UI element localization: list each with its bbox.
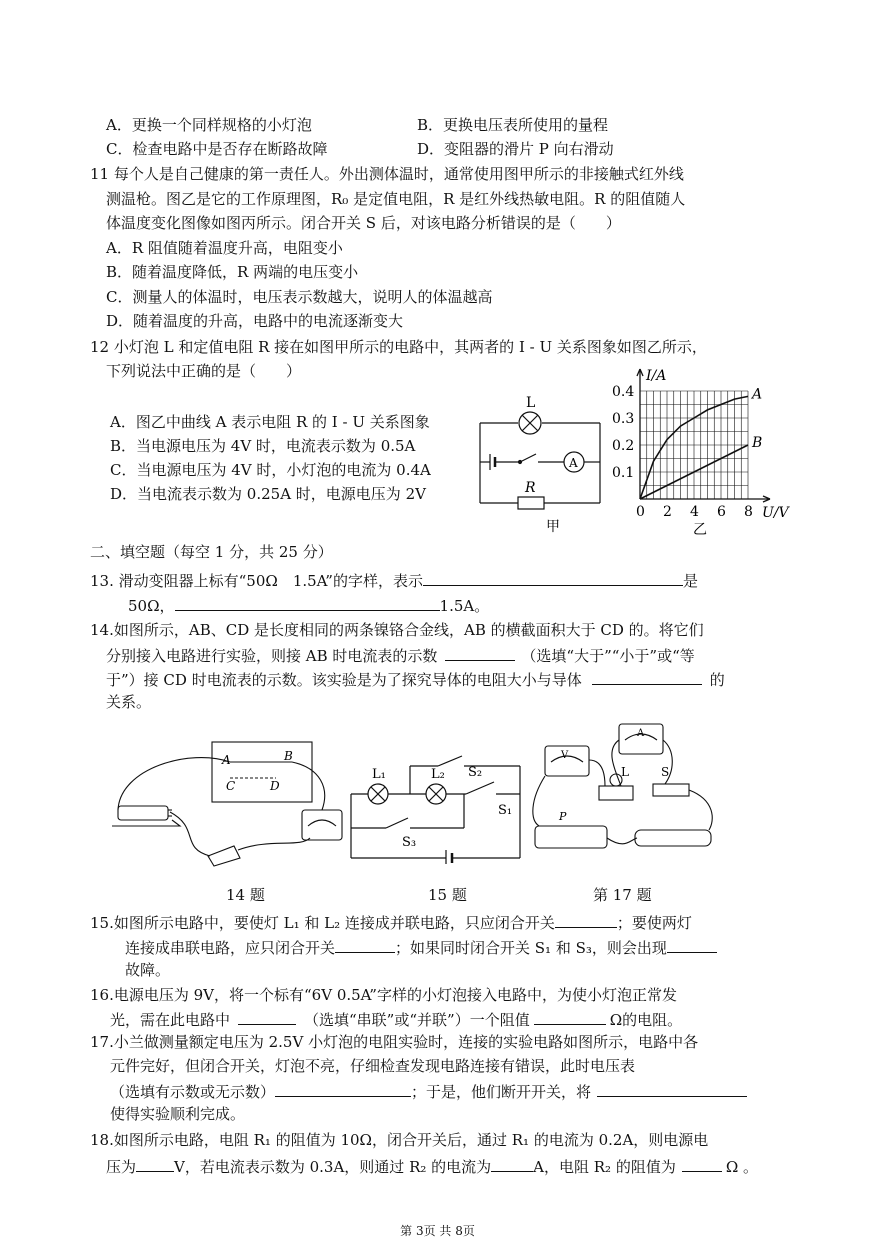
label-s1: S₁ <box>498 803 513 818</box>
q13-text-a: 13. 滑动变阻器上标有“50Ω 1.5A”的字样，表示 <box>90 572 423 590</box>
q10-option-a: A．更换一个同样规格的小灯泡 <box>106 116 312 134</box>
y-tick-label: 0.3 <box>612 411 635 427</box>
q10-option-c: C．检查电路中是否存在断路故障 <box>106 140 328 158</box>
q14-line4: 关系。 <box>106 693 152 711</box>
q15-line2 <box>125 936 717 958</box>
section-fill-in-title: 二、填空题（每空 1 分，共 25 分） <box>90 543 333 561</box>
lamp-label: L <box>621 765 629 779</box>
q12-option-b: B．当电源电压为 4V 时，电流表示数为 0.5A <box>110 437 416 455</box>
q18-text-c: A，电阻 R₂ 的阻值为 <box>533 1158 676 1176</box>
x-tick-label: 4 <box>690 504 699 520</box>
label-l2: L₂ <box>431 767 445 782</box>
q15-line3: 故障。 <box>125 961 171 979</box>
q16-blank-1[interactable] <box>238 1008 296 1025</box>
q15-blank-3[interactable] <box>667 936 717 953</box>
q11-option-b: B．随着温度降低，R 两端的电压变小 <box>106 263 359 281</box>
wire-board-frame <box>212 742 312 802</box>
q10-option-d: D．变阻器的滑片 P 向右滑动 <box>417 140 614 158</box>
q18-blank-2[interactable] <box>491 1155 533 1172</box>
q16-line2 <box>110 1008 682 1030</box>
q11-stem-line3: 体温度变化图像如图丙所示。闭合开关 S 后，对该电路分析错误的是（ ） <box>106 214 621 232</box>
q12-option-c: C．当电源电压为 4V 时，小灯泡的电流为 0.4A <box>110 461 431 479</box>
caption-q17: 第 17 题 <box>593 886 652 904</box>
figure-jia-caption: 甲 <box>546 519 560 535</box>
q12-option-a: A．图乙中曲线 A 表示电阻 R 的 I - U 关系图象 <box>110 413 430 431</box>
q17-experiment-figure <box>525 720 725 870</box>
q16-text-c: Ω的电阻。 <box>609 1011 683 1029</box>
q18-blank-3[interactable] <box>682 1155 722 1172</box>
resistor-icon <box>518 497 544 509</box>
lamp-holder-icon <box>599 786 633 800</box>
q15-line1 <box>90 911 692 933</box>
wire-label-a: A <box>222 753 231 767</box>
series-label-B: B <box>752 435 763 451</box>
y-tick-label: 0.1 <box>612 465 635 481</box>
wire-label-b: B <box>284 749 293 763</box>
q16-text-a: 光，需在此电路中 <box>110 1011 231 1029</box>
caption-q15: 15 题 <box>428 886 467 904</box>
q11-option-c: C．测量人的体温时，电压表示数越大，说明人的体温越高 <box>106 288 493 306</box>
q15-blank-2[interactable] <box>335 936 395 953</box>
q10-option-b: B．更换电压表所使用的量程 <box>417 116 609 134</box>
q14-line2 <box>106 644 695 666</box>
switch-s2-icon <box>438 756 462 766</box>
q18-line2 <box>106 1155 758 1177</box>
q17-line3 <box>110 1080 747 1102</box>
q11-option-d: D．随着温度的升高，电路中的电流逐渐变大 <box>106 312 404 330</box>
x-axis-label: U/V <box>762 505 789 521</box>
q17-blank-2[interactable] <box>597 1080 747 1097</box>
q14-experiment-figure <box>110 738 350 878</box>
q14-text-b: （选填“大于”“小于”或“等 <box>521 647 695 665</box>
switch-s3-icon <box>386 818 408 828</box>
y-tick-label: 0.2 <box>612 438 635 454</box>
q13-blank-1[interactable] <box>423 569 683 586</box>
x-tick-label: 8 <box>744 504 753 520</box>
q14-text-d: 的 <box>709 671 725 689</box>
q13-text-b: 是 <box>682 572 698 590</box>
q17-line1: 17.小兰做测量额定电压为 2.5V 小灯泡的电阻实验时，连接的实验电路如图所示，电路中各 <box>90 1033 699 1051</box>
q14-line1: 14.如图所示，AB、CD 是长度相同的两条镍铬合金线，AB 的横截面积大于 CD 的。将它们 <box>90 621 704 639</box>
label-l1: L₁ <box>372 767 386 782</box>
switch-label: S <box>661 765 670 779</box>
q17-line2: 元件完好，但闭合开关，灯泡不亮，仔细检查发现电路连接有错误，此时电压表 <box>110 1057 636 1075</box>
q14-blank-1[interactable] <box>445 644 515 661</box>
q11-stem-line2: 测温枪。图乙是它的工作原理图，R₀ 是定值电阻，R 是红外线热敏电阻。R 的阻值随人 <box>106 190 686 208</box>
q15-text-c: 连接成串联电路，应只闭合开关 <box>125 939 336 957</box>
q13-text-d: 1.5A。 <box>439 597 490 615</box>
q14-text-a: 分别接入电路进行实验，则接 AB 时电流表的示数 <box>106 647 438 665</box>
q18-text-a: 压为 <box>106 1158 137 1176</box>
q12-iu-chart <box>610 362 800 537</box>
x-tick-label: 0 <box>636 504 645 520</box>
caption-q14: 14 题 <box>226 886 265 904</box>
q16-blank-2[interactable] <box>534 1008 606 1025</box>
resistor-label: R <box>525 480 536 496</box>
q18-text-b: V，若电流表示数为 0.3A，则通过 R₂ 的电流为 <box>174 1158 492 1176</box>
q16-text-b: （选填“串联”或“并联”）一个阻值 <box>304 1011 530 1029</box>
lamp-label: L <box>526 395 536 411</box>
switch-icon <box>520 454 536 462</box>
q15-circuit-figure <box>346 754 526 864</box>
q11-option-a: A．R 阻值随着温度升高，电阻变小 <box>106 239 343 257</box>
q15-text-b: ；要使两灯 <box>616 914 692 932</box>
wire-label-c: C <box>226 779 236 793</box>
q18-blank-1[interactable] <box>136 1155 174 1172</box>
label-s2: S₂ <box>468 765 483 780</box>
q12-option-d: D．当电流表示数为 0.25A 时，电源电压为 2V <box>110 485 426 503</box>
x-tick-label: 6 <box>717 504 726 520</box>
q12-stem-line1: 12 小灯泡 L 和定值电阻 R 接在如图甲所示的电路中，其两者的 I - U 关系图象如图乙所示， <box>90 338 707 356</box>
q14-text-c: 于”）接 CD 时电流表的示数。该实验是为了探究导体的电阻大小与导体 <box>106 671 582 689</box>
q14-line3 <box>106 668 725 690</box>
ammeter-label: A <box>637 728 645 739</box>
switch-s1-icon <box>466 782 494 794</box>
battery-icon <box>118 806 168 820</box>
q11-stem-line1: 11 每个人是自己健康的第一责任人。外出测体温时，通常使用图甲所示的非接触式红外线 <box>90 165 684 183</box>
q15-text-a: 15.如图所示电路中，要使灯 L₁ 和 L₂ 连接成并联电路，只应闭合开关 <box>90 914 555 932</box>
q17-text-b: ；于是，他们断开开关，将 <box>411 1083 592 1101</box>
q13-text-c: 50Ω， <box>128 597 175 615</box>
battery-icon <box>635 830 711 846</box>
rheostat-icon <box>535 826 607 848</box>
q13-blank-2[interactable] <box>175 594 440 611</box>
switch-icon <box>653 784 689 796</box>
q15-text-d: ；如果同时闭合开关 S₁ 和 S₃，则会出现 <box>395 939 667 957</box>
q13-line1 <box>90 569 698 591</box>
voltmeter-label: V <box>561 750 569 761</box>
q18-text-d: Ω 。 <box>725 1158 759 1176</box>
q14-blank-2[interactable] <box>592 668 702 685</box>
label-s3: S₃ <box>402 835 417 850</box>
q16-line1: 16.电源电压为 9V，将一个标有“6V 0.5A”字样的小灯泡接入电路中，为使小灯泡正常发 <box>90 986 677 1004</box>
q17-text-a: （选填有示数或无示数） <box>110 1083 276 1101</box>
page-footer: 第 3页 共 8页 <box>400 1224 475 1238</box>
figure-yi-caption: 乙 <box>693 522 707 537</box>
slider-label: P <box>559 810 567 823</box>
q15-blank-1[interactable] <box>555 911 617 928</box>
switch-icon <box>208 846 240 866</box>
q13-line2 <box>128 594 489 616</box>
ammeter-icon <box>302 810 342 840</box>
ammeter-label: A <box>569 456 578 470</box>
wire-label-d: D <box>270 779 280 793</box>
q12-stem-line2: 下列说法中正确的是（ ） <box>106 362 302 380</box>
y-axis-label: I/A <box>646 368 667 384</box>
x-tick-label: 2 <box>663 504 672 520</box>
q12-circuit-figure <box>470 385 610 535</box>
y-tick-label: 0.4 <box>612 384 635 400</box>
series-label-A: A <box>752 386 763 403</box>
q18-line1: 18.如图所示电路，电阻 R₁ 的阻值为 10Ω，闭合开关后，通过 R₁ 的电流为 0.2A，则电源电 <box>90 1131 709 1149</box>
q17-blank-1[interactable] <box>275 1080 411 1097</box>
q17-line4: 使得实验顺利完成。 <box>110 1105 246 1123</box>
